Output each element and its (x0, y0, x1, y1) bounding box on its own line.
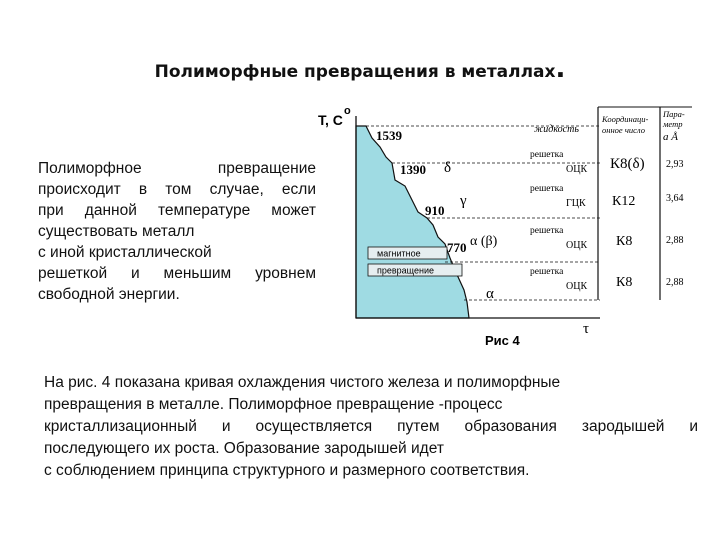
bottom-line-3: кристаллизационный и осуществляется путем образования зародышей и (44, 418, 698, 435)
row1-lattice-bottom: ОЦК (566, 164, 588, 175)
x-axis-label: τ (583, 321, 590, 337)
header-coordination-2: онное число (602, 125, 645, 135)
row1-lattice-top: решетка (530, 150, 564, 160)
degree-mark: o (344, 105, 351, 117)
title-text: Полиморфные превращения в металлах (154, 62, 556, 82)
y-axis-label: T, C (318, 112, 343, 128)
row2-coord: К12 (612, 194, 636, 209)
transformation-label: превращение (377, 265, 434, 276)
bottom-line-4: последующего их роста. Образование зародышей идет (44, 440, 444, 457)
left-line-7: свободной энергии. (38, 286, 180, 303)
phase-alpha-beta: α (β) (470, 234, 498, 249)
phase-gamma: γ (460, 193, 467, 209)
temp-1539: 1539 (376, 128, 402, 143)
row2-lattice-top: решетка (530, 184, 564, 194)
left-line-5: с иной кристаллической (38, 244, 212, 261)
header-coordination-1: Координаци- (602, 114, 649, 124)
row4-coord: К8 (616, 275, 633, 290)
bottom-line-1: На рис. 4 показана кривая охлаждения чистого железа и полиморфные (44, 374, 561, 391)
row3-lattice-top: решетка (530, 226, 564, 236)
phase-delta: δ (444, 160, 452, 176)
row3-coord: К8 (616, 234, 633, 249)
title-dot: . (555, 54, 566, 84)
row2-param: 3,64 (666, 193, 684, 204)
row4-lattice-bottom: ОЦК (566, 281, 588, 292)
bottom-line-2: превращения в металле. Полиморфное превращение -процесс (44, 396, 503, 413)
row2-lattice-bottom: ГЦК (566, 198, 586, 209)
magnetic-label: магнитное (377, 248, 421, 259)
left-line-1: Полиморфное превращение (38, 160, 316, 177)
row3-lattice-bottom: ОЦК (566, 240, 588, 251)
left-line-2: происходит в том случае, если (38, 181, 316, 198)
left-line-6: решеткой и меньшим уровнем (38, 265, 316, 282)
header-param-3: a Å (663, 131, 678, 143)
figure-caption: Рис 4 (485, 333, 520, 348)
header-param-1: Пара- (663, 109, 685, 119)
temp-770: 770 (447, 240, 467, 255)
header-liquid: жидкость (534, 124, 579, 135)
temp-1390: 1390 (400, 162, 426, 177)
row1-coord: К8(δ) (610, 156, 645, 172)
temp-910: 910 (425, 203, 445, 218)
row1-param: 2,93 (666, 159, 684, 170)
header-param-2: метр (663, 119, 683, 129)
left-line-3: при данной температуре может (38, 202, 316, 219)
left-line-4: существовать металл (38, 223, 195, 240)
row4-lattice-top: решетка (530, 267, 564, 277)
bottom-line-5: с соблюдением принципа структурного и размерного соответствия. (44, 462, 530, 479)
row4-param: 2,88 (666, 277, 684, 288)
row3-param: 2,88 (666, 235, 684, 246)
phase-alpha: α (486, 286, 494, 302)
bottom-paragraph (44, 372, 698, 482)
cooling-curve-area (356, 126, 469, 318)
